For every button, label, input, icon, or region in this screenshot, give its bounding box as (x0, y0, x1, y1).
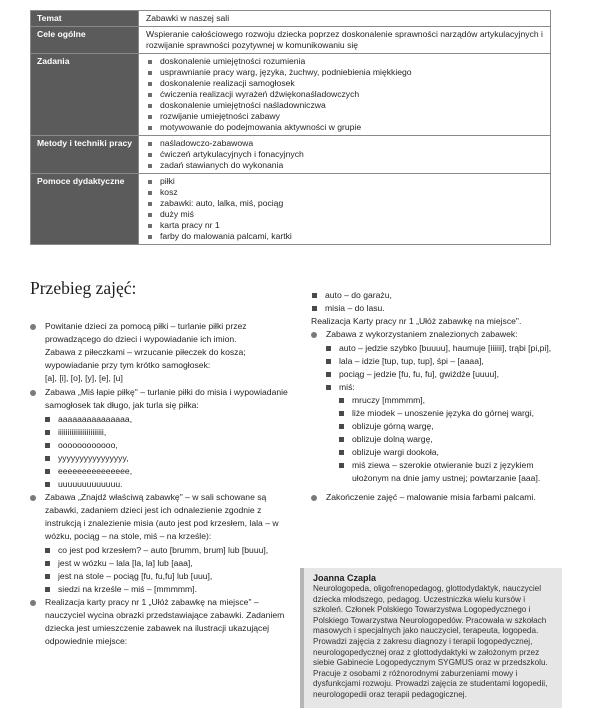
lesson-plan-table (30, 10, 551, 245)
right-column (311, 289, 561, 505)
bear-item: oblizuje wargi dookoła, (311, 446, 561, 459)
bio-accent-bar (300, 568, 304, 708)
find-item: co jest pod krzesłem? – auto [brumm, brum] lub [buuu], (30, 544, 298, 557)
list-item: farby do malowania palcami, kartki (146, 231, 544, 242)
toy-item: miś: (311, 381, 561, 394)
vowel-item: aaaaaaaaaaaaaaa, (30, 413, 298, 426)
vowel-item: eeeeeeeeeeeeeee, (30, 465, 298, 478)
author-bio-text: Neurologopeda, oligofrenopedagog, glottodydaktyk, nauczyciel dziecka młodszego, pedagog. Uczestniczka wielu kursów i szkoleń. Członek Polskiego Towarzystwa Logopedycznego i Polskiego Towarzystwa Neurologopedów. Pracowała w szkołach masowych i specjalnych jako nauczyciel, terapeuta, logopeda. Prowadzi zajęcia z zakresu diagnozy i terapii logopedycznej, neurologopedycznej oraz z glottodydaktyki w założonym przez siebie Gabinecie Logopedycznym SYGMUS oraz w przedszkolu. Pracuje z osobami z różnorodnymi zaburzeniami mowy i dysfunkcjami rozwoju. Prowadzi zajęcia ze studentami logopedii, neurologopedii oraz terapii pedagogicznej. (313, 584, 548, 699)
paragraph: Realizacja Karty pracy nr 1 „Ułóż zabawkę na miejsce". (311, 316, 522, 326)
list-item: piłki (146, 176, 544, 187)
row-label: Zadania (31, 54, 139, 136)
paragraph: [a], [i], [o], [y], [e], [u] (45, 373, 123, 383)
row-label: Metody i techniki pracy (31, 136, 139, 174)
pomoce-list (146, 176, 544, 242)
author-bio-box (300, 568, 562, 708)
zadania-list (146, 56, 544, 133)
row-zadania (31, 54, 551, 136)
toy-item: lala – idzie [tup, tup, tup], śpi – [aaaa], (311, 355, 561, 368)
vowel-item: oooooooooooo, (30, 439, 298, 452)
bear-item: miś ziewa – szerokie otwieranie buzi z językiem ułożonym na dnie jamy ustnej; powtarzanie [aaa]. (311, 459, 561, 485)
step-bear-ball: Zabawa „Miś łapie piłkę" – turlanie piłki do misia i wypowiadanie samogłosek tak długo, jak turla się piłka: (30, 386, 298, 412)
toy-item: auto – jedzie szybko [buuuu], haumuje [iiiiii], trąbi [pi,pi], (311, 342, 561, 355)
list-item: kosz (146, 187, 544, 198)
list-item: ćwiczenia realizacji wyrażeń dźwiękonaśladowczych (146, 89, 544, 100)
vowel-item: yyyyyyyyyyyyyyyy, (30, 452, 298, 465)
bear-item: liże miodek – unoszenie języka do górnej wargi, (311, 407, 561, 420)
section-title: Przebieg zajęć: (30, 278, 137, 298)
bear-item: oblizuje dolną wargę, (311, 433, 561, 446)
paragraph: Powitanie dzieci za pomocą piłki – turlanie piłki przez prowadzącego do dzieci i wypowiadanie ich imion. (45, 321, 247, 344)
list-item: naśladowczo-zabawowa (146, 138, 544, 149)
row-label: Pomoce dydaktyczne (31, 174, 139, 245)
paragraph: Zabawa z piłeczkami – wrzucanie piłeczek do kosza; wypowiadanie przy tym krótko samogłosek: (45, 347, 246, 370)
step-find-toy: Zabawa „Znajdź właściwą zabawkę" – w sali schowane są zabawki, zadaniem dzieci jest ich odnalezienie zgodnie z instrukcją i znalezienie misia (auto jest pod krzesłem, lala – w wózku, pociąg – na stole, miś – na krześle): (30, 491, 298, 543)
row-metody (31, 136, 551, 174)
row-pomoce (31, 174, 551, 245)
vowel-item: iiiiiiiiiiiiiiiiiiiiiiii, (30, 426, 298, 439)
row-temat (31, 11, 551, 27)
step-worksheet: Realizacja karty pracy nr 1 „Ułóż zabawkę na miejsce" – nauczyciel wycina obrazki przedstawiające zabawki. Zadaniem dziecka jest umieszczenie zabawek na ilustracji ukazującej odpowiednie miejsce: (30, 596, 298, 648)
bear-item: mruczy [mmmmm], (311, 394, 561, 407)
list-item: karta pracy nr 1 (146, 220, 544, 231)
find-item: jest w wózku – lala [la, la] lub [aaa], (30, 557, 298, 570)
bear-item: oblizuje górną wargę, (311, 420, 561, 433)
row-label: Temat (31, 11, 139, 27)
row-cele (31, 27, 551, 54)
row-label: Cele ogólne (31, 27, 139, 54)
metody-list (146, 138, 544, 171)
step-greeting (30, 320, 298, 385)
list-item: zabawki: auto, lalka, miś, pociąg (146, 198, 544, 209)
find-item: siedzi na krześle – miś – [mmmmm]. (30, 583, 298, 596)
find-item: jest na stole – pociąg [fu, fu,fu] lub [uuu], (30, 570, 298, 583)
vowel-item: uuuuuuuuuuuuu. (30, 478, 298, 491)
list-item: usprawnianie pracy warg, języka, żuchwy, podniebienia miękkiego (146, 67, 544, 78)
author-name: Joanna Czapla (313, 573, 377, 583)
list-item: ćwiczeń artykulacyjnych i fonacyjnych (146, 149, 544, 160)
list-item: zadań stawianych do wykonania (146, 160, 544, 171)
row-value: Wspieranie całościowego rozwoju dziecka poprzez doskonalenie sprawności narządów artykulacyjnych i rozwijanie sprawności pozytywnej w komunikowaniu się (139, 27, 551, 54)
row-value: Zabawki w naszej sali (139, 11, 551, 27)
left-column (30, 320, 298, 649)
list-item: duży miś (146, 209, 544, 220)
place-item: auto – do garażu, (311, 289, 561, 302)
toy-item: pociąg – jedzie [fu, fu, fu], gwiżdże [uuuu], (311, 368, 561, 381)
list-item: doskonalenie umiejętności rozumienia (146, 56, 544, 67)
list-item: motywowanie do podejmowania aktywności w grupie (146, 122, 544, 133)
list-item: rozwijanie umiejętności zabawy (146, 111, 544, 122)
list-item: doskonalenie realizacji samogłosek (146, 78, 544, 89)
step-play-toys: Zabawa z wykorzystaniem znalezionych zabawek: (311, 328, 561, 341)
place-item: misia – do lasu. (311, 302, 561, 315)
list-item: doskonalenie umiejętności naśladowniczwa (146, 100, 544, 111)
step-ending: Zakończenie zajęć – malowanie misia farbami palcami. (311, 491, 561, 504)
